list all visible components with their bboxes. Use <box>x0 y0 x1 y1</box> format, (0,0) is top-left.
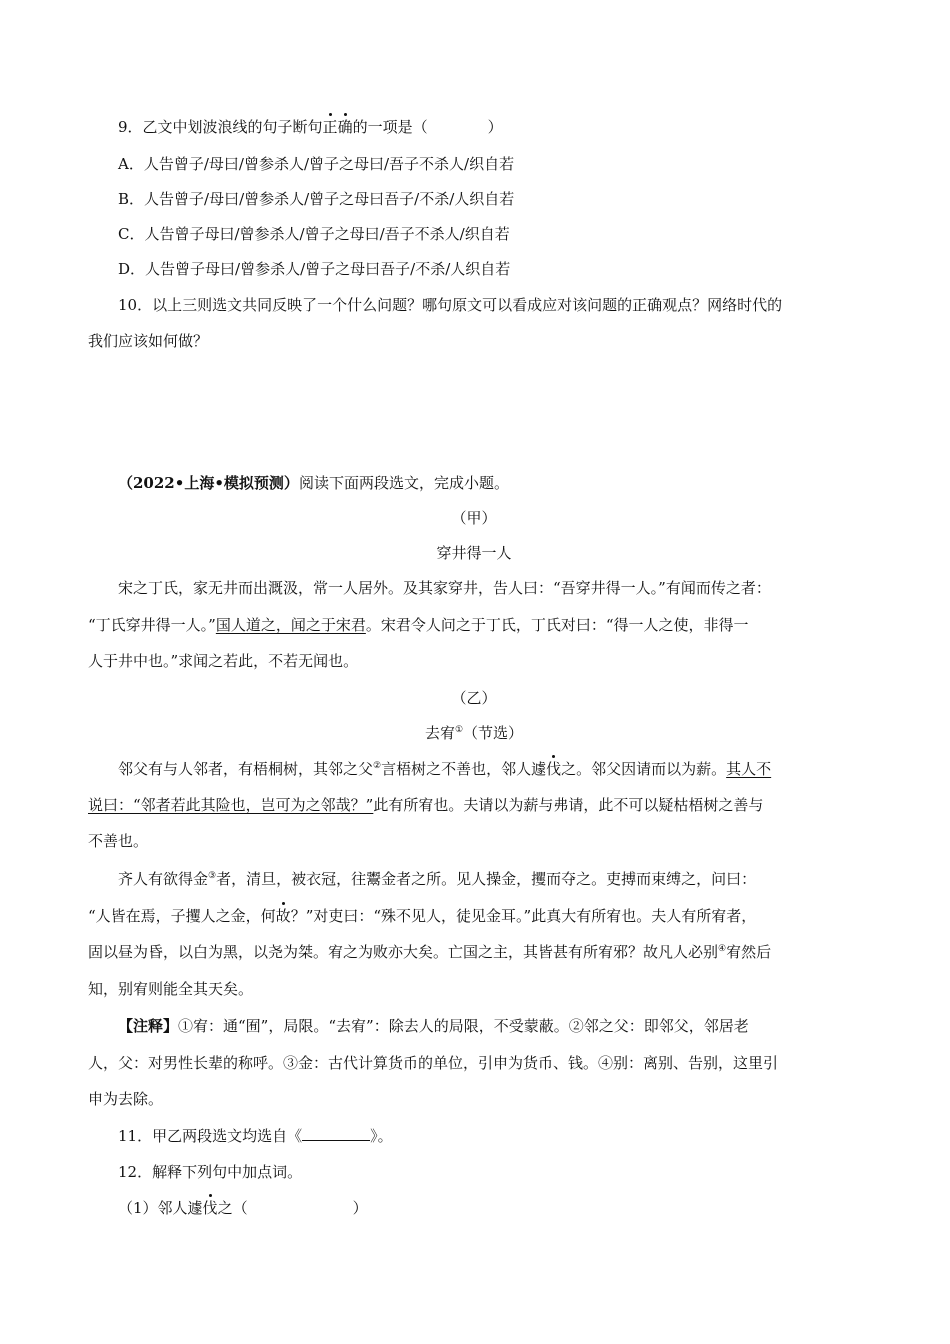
yi-title <box>88 722 860 744</box>
q9-text: 9．乙文中划波浪线的句子断句 <box>118 118 323 136</box>
emphasis-dot-char: 伐 <box>202 1199 218 1217</box>
yi-text: 言梧树之不善也，邻人遽 <box>381 760 547 778</box>
q12-item-text-end: 之（ ） <box>217 1199 368 1217</box>
q12-item-text: （1）邻人遽 <box>118 1199 203 1217</box>
notes-line3: 申为去除。 <box>88 1090 164 1108</box>
emphasis-dot-char: 故 <box>275 907 291 925</box>
underlined-sentence: 国人道之，闻之于宋君 <box>215 616 366 634</box>
jia-text: “丁氏穿井得一人。” <box>88 616 216 634</box>
yi-paragraph2-line3 <box>88 941 860 963</box>
option-c: C．人告曾子母曰/曾参杀人/曾子之母曰/吾子不杀人/织自若 <box>118 225 510 243</box>
section-source: （2022•上海•模拟预测） <box>118 474 299 492</box>
emphasis-dot-char: 确 <box>337 118 353 136</box>
question-11 <box>118 1125 393 1147</box>
yi-text: 此有所宥也。夫请以为薪与弗请，此不可以疑枯梧树之善与 <box>373 796 764 814</box>
option-b: B．人告曾子/母曰/曾参杀人/曾子之母曰吾子/不杀/人织自若 <box>118 190 515 208</box>
option-a: A．人告曾子/母曰/曾参杀人/曾子之母曰/吾子不杀人/织自若 <box>118 155 515 173</box>
section-instruction: 阅读下面两段选文，完成小题。 <box>298 474 509 492</box>
yi-text: ？”对吏曰：“殊不见人，徒见金耳。”此真大有所宥也。夫人有所宥者， <box>290 907 757 925</box>
question-12-item1 <box>118 1197 368 1219</box>
emphasis-dot-char: 正 <box>322 118 338 136</box>
yi-text: “人皆在焉，子攫人之金，何 <box>88 907 276 925</box>
jia-paragraph-line3: 人于井中也。”求闻之若此，不若无闻也。 <box>88 652 359 670</box>
emphasis-dot-char: 伐 <box>546 760 562 778</box>
notes-label: 【注释】 <box>118 1017 179 1035</box>
footnote-marker: ① <box>454 725 464 735</box>
footnote-marker: ③ <box>208 871 217 881</box>
jia-paragraph-line1: 宋之丁氏，家无井而出溉汲，常一人居外。及其家穿井，告人曰：“吾穿井得一人。”有闻而传之者： <box>118 579 771 597</box>
notes-line2: 人，父：对男性长辈的称呼。③金：古代计算货币的单位，引申为货币、钱。④别：离别、告别，这里引 <box>88 1054 779 1072</box>
option-d: D．人告曾子母曰/曾参杀人/曾子之母曰吾子/不杀/人织自若 <box>118 260 511 278</box>
jia-title: 穿井得一人 <box>436 544 512 562</box>
wavy-underlined-sentence: 说曰：“邻者若此其险也，岂可为之邻哉？” <box>88 796 374 814</box>
yi-text: 齐人有欲得金 <box>118 870 209 888</box>
yi-text: 之。邻父因请而以为薪。 <box>561 760 727 778</box>
jia-text: 。宋君令人问之于丁氏，丁氏对曰：“得一人之使，非得一 <box>365 616 749 634</box>
yi-text: 宥然后 <box>726 943 772 961</box>
q9-text-end: 的一项是（ ） <box>352 118 503 136</box>
yi-paragraph1-line1 <box>118 758 771 780</box>
yi-title-note: （节选） <box>463 724 524 742</box>
yi-paragraph2-line2 <box>88 905 860 927</box>
section-header <box>118 472 509 494</box>
yi-label: （乙） <box>451 689 497 707</box>
question-9 <box>118 116 503 138</box>
yi-paragraph1-line2 <box>88 794 860 816</box>
yi-text: 者，清旦，被衣冠，往鬻金者之所。见人操金，攫而夺之。吏搏而束缚之，问曰： <box>216 870 757 888</box>
footnote-marker: ② <box>373 761 382 771</box>
question-12: 12．解释下列句中加点词。 <box>118 1163 303 1181</box>
notes-line1 <box>118 1015 749 1037</box>
jia-paragraph-line2 <box>88 614 860 636</box>
notes-text: ①宥：通“囿”，局限。“去宥”：除去人的局限，不受蒙蔽。②邻之父：即邻父，邻居老 <box>178 1017 749 1035</box>
yi-text: 固以昼为昏，以白为黑，以尧为桀。宥之为败亦大矣。亡国之主，其皆甚有所宥邪？故凡人必别 <box>88 943 719 961</box>
question-10-line2: 我们应该如何做？ <box>88 332 209 350</box>
yi-paragraph1-line3: 不善也。 <box>88 832 149 850</box>
question-10-line1: 10．以上三则选文共同反映了一个什么问题？哪句原文可以看成应对该问题的正确观点？网络时代的 <box>118 296 783 314</box>
wavy-underlined-sentence: 其人不 <box>726 760 772 778</box>
yi-paragraph2-line4: 知，别宥则能全其天矣。 <box>88 980 254 998</box>
q11-text: 11．甲乙两段选文均选自《 <box>118 1127 303 1145</box>
q11-text-end: 》。 <box>370 1127 393 1145</box>
answer-blank[interactable] <box>302 1126 370 1141</box>
yi-text: 邻父有与人邻者，有梧桐树，其邻之父 <box>118 760 374 778</box>
jia-label: （甲） <box>451 509 497 527</box>
footnote-marker: ④ <box>718 944 727 954</box>
yi-title-text: 去宥 <box>424 724 455 742</box>
yi-paragraph2-line1 <box>118 868 756 890</box>
